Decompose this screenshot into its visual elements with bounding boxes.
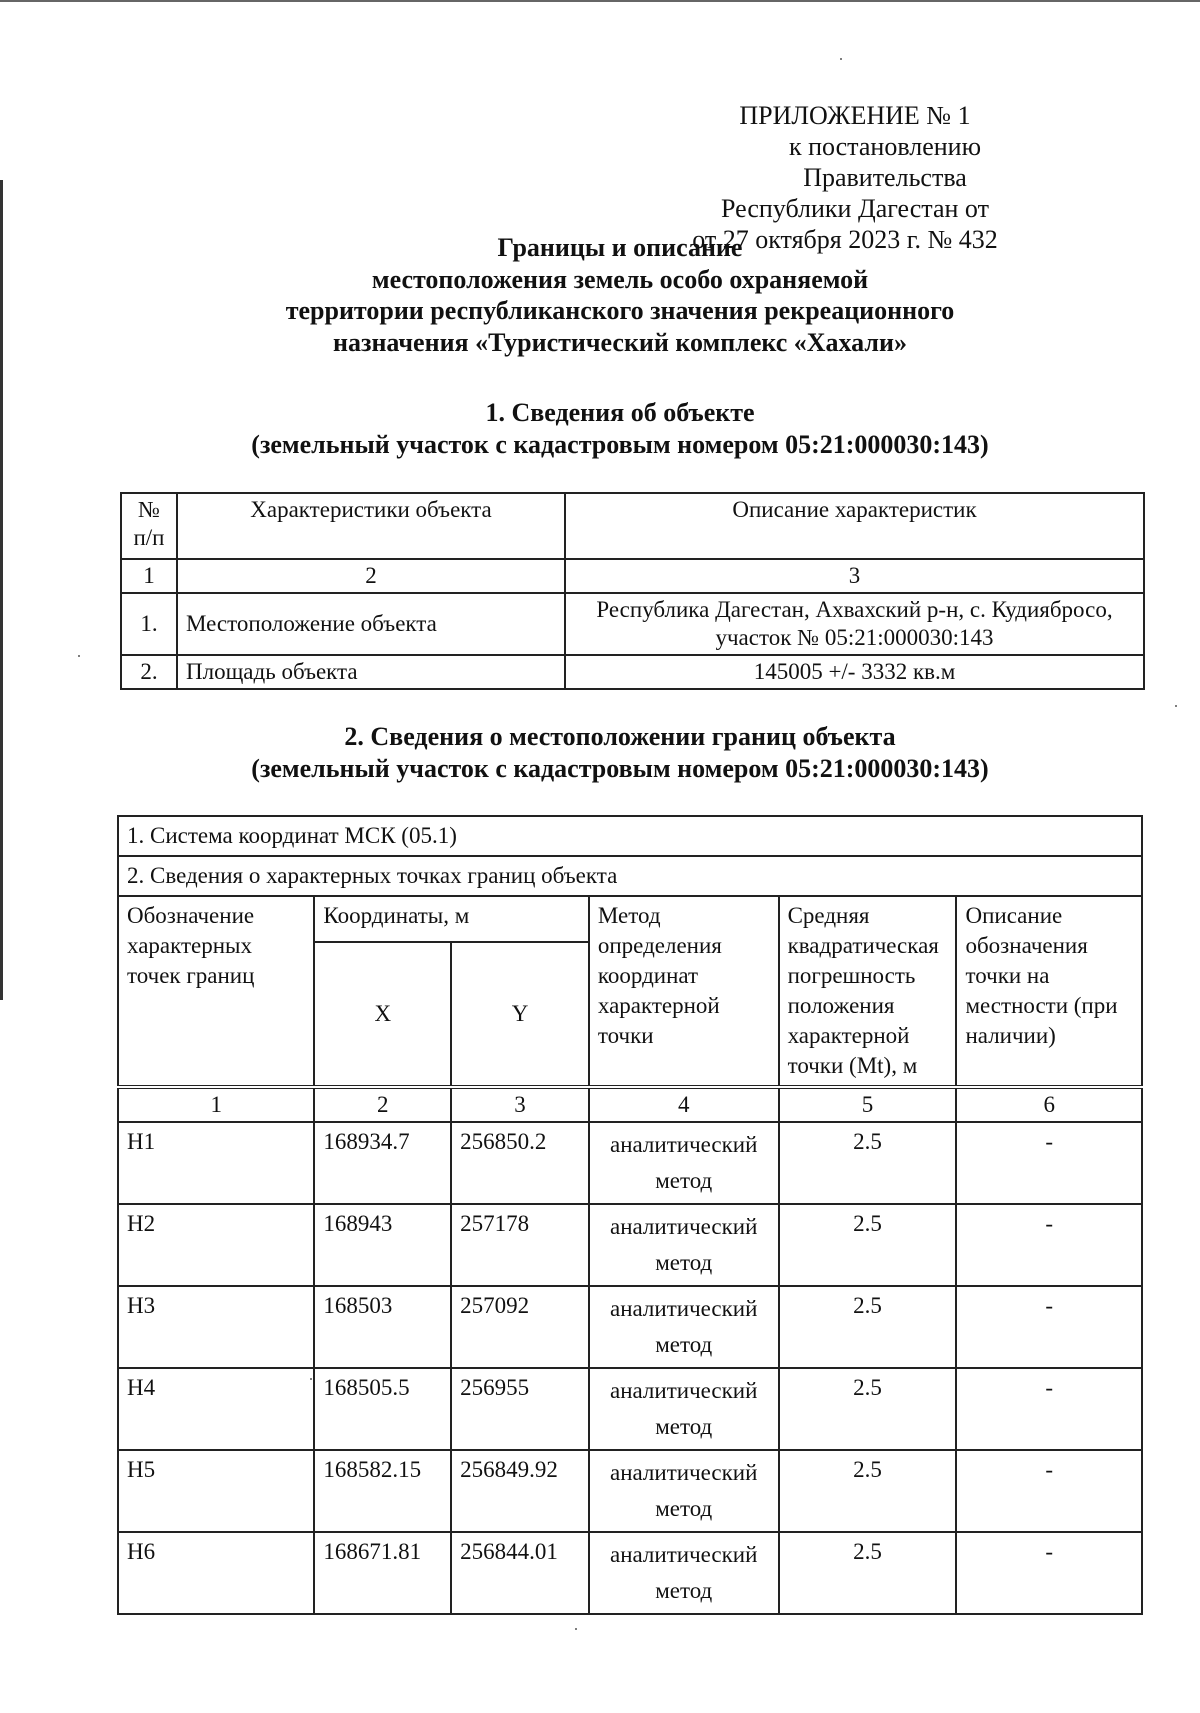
- point-method: аналитический метод: [589, 1204, 779, 1286]
- point-designation: Н3: [118, 1286, 314, 1368]
- point-x: 168671.81: [314, 1532, 451, 1614]
- section2-subheading: (земельный участок с кадастровым номером 05:21:000030:143): [251, 754, 989, 783]
- header-designation: Обозначение характерных точек границ: [118, 896, 314, 1087]
- point-designation: Н1: [118, 1122, 314, 1204]
- point-x: 168934.7: [314, 1122, 451, 1204]
- section2-heading: 2. Сведения о местоположении границ объекта: [344, 722, 896, 751]
- point-description: -: [956, 1122, 1142, 1204]
- point-x: 168505.5: [314, 1368, 451, 1450]
- point-y: 256849.92: [451, 1450, 589, 1532]
- coordinate-system-row: [118, 816, 1142, 856]
- point-method: аналитический метод: [589, 1450, 779, 1532]
- index-cell: 1: [121, 559, 177, 593]
- table-row: [118, 1532, 1142, 1614]
- appendix-date-line: от 27 октября 2023 г. № 432: [692, 225, 998, 254]
- point-designation: Н4: [118, 1368, 314, 1450]
- section1-subheading: (земельный участок с кадастровым номером 05:21:000030:143): [251, 430, 989, 459]
- point-y: 257178: [451, 1204, 589, 1286]
- row-num: 1.: [121, 593, 177, 655]
- appendix-republic-line: Республики Дагестан от: [721, 194, 989, 223]
- table-row: [121, 593, 1144, 655]
- point-description: -: [956, 1532, 1142, 1614]
- point-designation: Н5: [118, 1450, 314, 1532]
- boundary-points-table: [117, 815, 1143, 1615]
- header-characteristic: Характеристики объекта: [177, 493, 565, 559]
- index-cell: 2: [314, 1087, 451, 1122]
- point-designation: Н2: [118, 1204, 314, 1286]
- appendix-resolution-line: к постановлению Правительства: [788, 132, 982, 192]
- index-cell: 3: [451, 1087, 589, 1122]
- point-y: 256844.01: [451, 1532, 589, 1614]
- row-num: 2.: [121, 655, 177, 689]
- header-y: Y: [451, 942, 589, 1087]
- point-error: 2.5: [779, 1286, 957, 1368]
- row-characteristic: Площадь объекта: [177, 655, 565, 689]
- point-method: аналитический метод: [589, 1532, 779, 1614]
- point-description: -: [956, 1204, 1142, 1286]
- title-line: назначения «Туристический комплекс «Хахали»: [333, 327, 907, 357]
- table-header-row: [121, 493, 1144, 559]
- scan-edge-top: [0, 0, 1200, 2]
- title-line: местоположения земель особо охраняемой: [371, 264, 869, 294]
- header-description: Описание характеристик: [565, 493, 1144, 559]
- scan-speck: [575, 1628, 577, 1630]
- point-method: аналитический метод: [589, 1122, 779, 1204]
- index-cell: 5: [779, 1087, 957, 1122]
- point-method: аналитический метод: [589, 1368, 779, 1450]
- index-cell: 1: [118, 1087, 314, 1122]
- point-description: -: [956, 1368, 1142, 1450]
- section1-heading: 1. Сведения об объекте: [485, 398, 755, 427]
- appendix-number: ПРИЛОЖЕНИЕ № 1: [739, 101, 971, 130]
- point-x: 168943: [314, 1204, 451, 1286]
- table-row: [118, 1122, 1142, 1204]
- header-coordinates: Координаты, м: [314, 896, 588, 942]
- index-row: [121, 559, 1144, 593]
- row-description: Республика Дагестан, Ахвахский р-н, с. Кудиябросо, участок № 05:21:000030:143: [565, 593, 1144, 655]
- point-y: 256955: [451, 1368, 589, 1450]
- point-error: 2.5: [779, 1532, 957, 1614]
- title-line: территории республиканского значения рекреационного: [285, 296, 955, 325]
- point-x: 168503: [314, 1286, 451, 1368]
- index-cell: 6: [956, 1087, 1142, 1122]
- points-caption-row: [118, 856, 1142, 896]
- index-row: [118, 1087, 1142, 1122]
- point-error: 2.5: [779, 1122, 957, 1204]
- point-error: 2.5: [779, 1450, 957, 1532]
- table-header-row: [118, 896, 1142, 942]
- point-error: 2.5: [779, 1204, 957, 1286]
- point-method: аналитический метод: [589, 1286, 779, 1368]
- object-info-table: [120, 492, 1145, 690]
- index-cell: 4: [589, 1087, 779, 1122]
- header-x: X: [314, 942, 451, 1087]
- section1-heading-block: [120, 397, 1120, 461]
- scan-speck: [1175, 705, 1177, 707]
- point-y: 256850.2: [451, 1122, 589, 1204]
- header-point-description: Описание обозначения точки на местности (при наличии): [956, 896, 1142, 1087]
- row-characteristic: Местоположение объекта: [177, 593, 565, 655]
- coordinate-system: 1. Система координат МСК (05.1): [118, 816, 1142, 856]
- point-error: 2.5: [779, 1368, 957, 1450]
- table-row: [121, 655, 1144, 689]
- table-row: [118, 1286, 1142, 1368]
- scan-speck: [78, 655, 80, 657]
- point-y: 257092: [451, 1286, 589, 1368]
- document-title: [120, 232, 1120, 358]
- point-description: -: [956, 1450, 1142, 1532]
- header-num: № п/п: [121, 493, 177, 559]
- scan-edge-left: [0, 180, 3, 1000]
- title-line: Границы и описание: [497, 233, 743, 262]
- point-designation: Н6: [118, 1532, 314, 1614]
- table-row: [118, 1204, 1142, 1286]
- header-method: Метод определения координат характерной точки: [589, 896, 779, 1087]
- scan-speck: [840, 58, 842, 60]
- index-cell: 2: [177, 559, 565, 593]
- point-x: 168582.15: [314, 1450, 451, 1532]
- points-caption: 2. Сведения о характерных точках границ объекта: [118, 856, 1142, 896]
- row-description: 145005 +/- 3332 кв.м: [565, 655, 1144, 689]
- header-error: Средняя квадратическая погрешность положения характерной точки (Mt), м: [779, 896, 957, 1087]
- index-cell: 3: [565, 559, 1144, 593]
- table-row: [118, 1368, 1142, 1450]
- point-description: -: [956, 1286, 1142, 1368]
- table-row: [118, 1450, 1142, 1532]
- section2-heading-block: [120, 721, 1120, 785]
